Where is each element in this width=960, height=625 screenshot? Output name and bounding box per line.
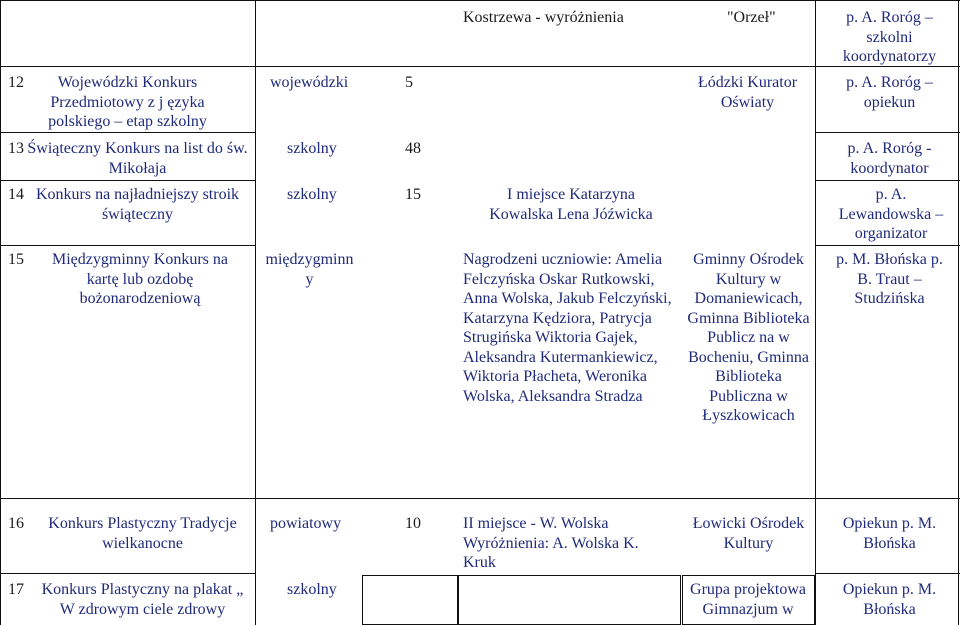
rule [0, 498, 960, 499]
count-cell: 48 [405, 140, 421, 157]
rule-left [0, 0, 1, 625]
teacher-cell: p. A. Roróg - koordynator [847, 140, 932, 177]
competition-name: Konkurs Plastyczny na plakat „ W zdrowym ciele zdrowy [41, 581, 244, 618]
empty-box [362, 575, 459, 625]
row-number: 17 [8, 581, 24, 598]
competition-name: Konkurs na najładniejszy stroik świąteczny [35, 186, 240, 223]
organizer-cell: "Orzeł" [727, 9, 776, 26]
teacher-cell: p. A. Roróg – szkolni koordynatorzy [842, 9, 937, 65]
level-cell: szkolny [287, 581, 337, 598]
organizer-cell: Łódzki Kurator Oświaty [697, 74, 798, 111]
rule [0, 132, 255, 133]
count-cell: 5 [405, 74, 413, 91]
teacher-cell: p. M. Błońska p. B. Traut – Studzińska [836, 251, 943, 307]
level-cell: szkolny [287, 186, 337, 203]
result-cell: I miejsce Katarzyna Kowalska Lena Jóźwicka [489, 186, 653, 223]
result-cell: Nagrodzeni uczniowie: Amelia Felczyńska Oskar Rutkowski, Anna Wolska, Jakub Felczyński, Katarzyna Kędziora, Patrycja Strugińska Wiktoria Gajek, Aleksandra Kutermankiewicz, Wiktoria Płacheta, Weronika Wolska, Aleksandra Stradza [463, 251, 672, 405]
level-cell: wojewódzki [270, 74, 349, 91]
level-cell: międzygminn y [265, 251, 354, 288]
competition-name: Świąteczny Konkurs na list do św. Mikołaja [27, 140, 248, 177]
competition-name: Konkurs Plastyczny Tradycje wielkanocne [48, 515, 237, 552]
rule [815, 245, 960, 246]
competition-name: Wojewódzki Konkurs Przedmiotowy z j ęzyka polskiego – etap szkolny [48, 74, 207, 130]
rule [815, 180, 960, 181]
rule-top-right [815, 0, 960, 1]
rule-right [958, 0, 959, 625]
organizer-cell: Gminny Ośrodek Kultury w Domaniewicach, Gminna Biblioteka Publicz na w Bocheniu, Gminna Biblioteka Publiczna w Łyszkowicach [687, 251, 810, 424]
count-cell: 15 [405, 186, 421, 203]
competition-name: Międzygminny Konkurs na kartę lub ozdobę bożonarodzeniową [52, 251, 228, 307]
row-number: 13 [8, 140, 24, 157]
level-cell: szkolny [287, 140, 337, 157]
empty-box [457, 575, 681, 625]
result-cell: II miejsce - W. Wolska Wyróżnienia: A. Wolska K. Kruk [463, 515, 639, 571]
count-cell: 10 [405, 515, 421, 532]
teacher-cell: p. A. Lewandowska – organizator [838, 186, 944, 242]
organizer-cell: Łowicki Ośrodek Kultury [692, 515, 805, 552]
rule [815, 132, 960, 133]
rule-col [255, 0, 256, 625]
row-number: 12 [8, 74, 24, 91]
rule [815, 573, 960, 574]
rule-col [815, 0, 816, 625]
row-number: 14 [8, 186, 24, 203]
organizer-cell: Grupa projektowa Gimnazjum w [690, 581, 806, 618]
rule [0, 245, 255, 246]
rule [0, 180, 255, 181]
teacher-cell: Opiekun p. M. Błońska [842, 515, 937, 552]
row-number: 16 [8, 515, 24, 532]
rule [0, 573, 255, 574]
result-cell: Kostrzewa - wyróżnienia [463, 9, 624, 26]
level-cell: powiatowy [270, 515, 342, 532]
rule [0, 66, 960, 67]
teacher-cell: Opiekun p. M. Błońska [842, 581, 937, 618]
row-number: 15 [8, 251, 24, 268]
teacher-cell: p. A. Roróg – opiekun [846, 74, 933, 111]
